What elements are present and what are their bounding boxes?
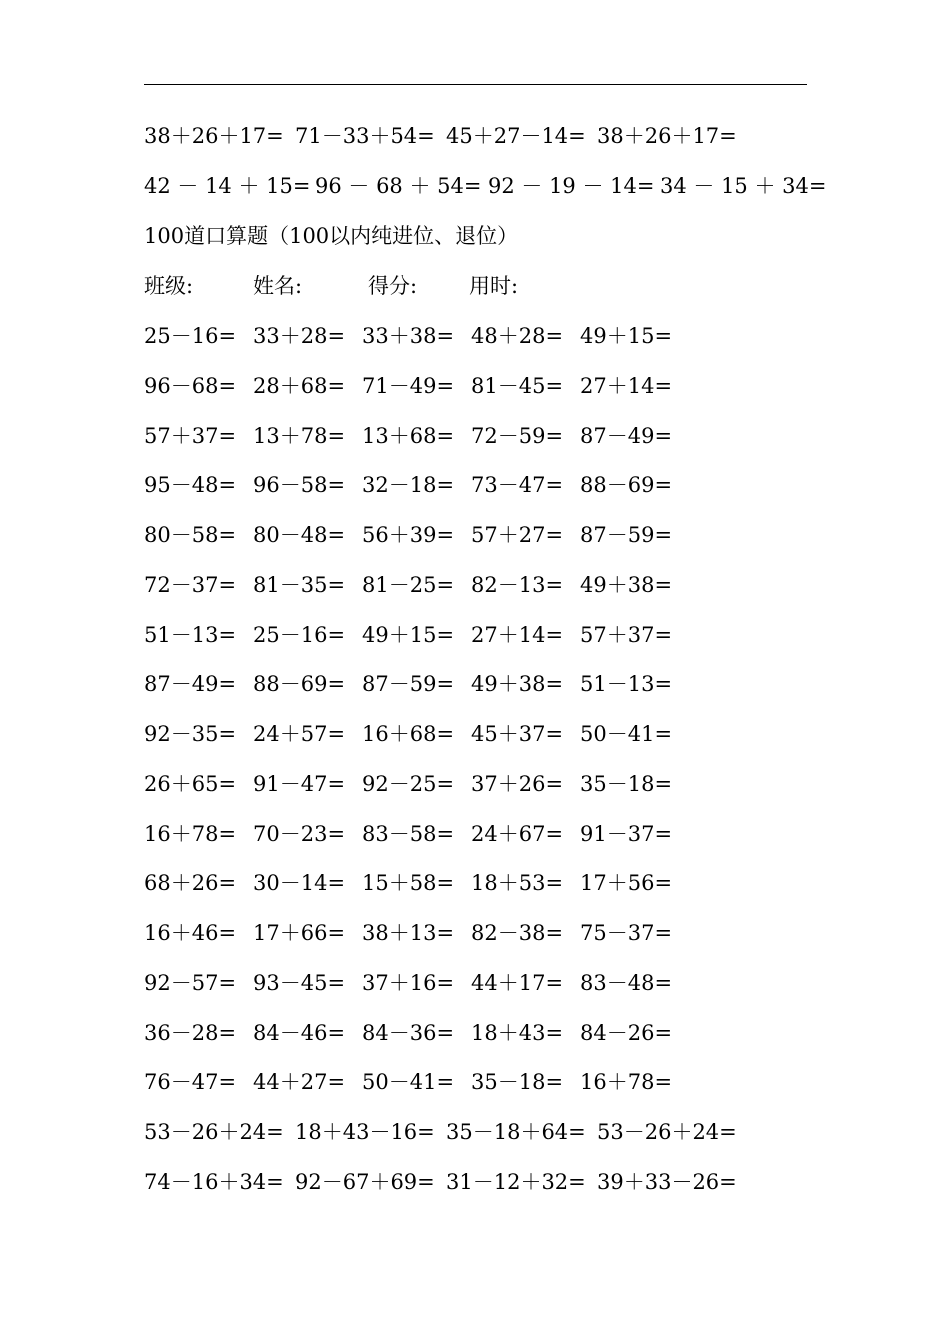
problem: 27＋14=	[580, 374, 673, 398]
problem: 50－41=	[580, 722, 673, 746]
problem: 81－25=	[362, 573, 455, 597]
problem: 57＋37=	[144, 424, 237, 448]
problem: 57＋37=	[580, 623, 673, 647]
score-label: 得分:	[368, 274, 418, 298]
problem: 70－23=	[253, 822, 346, 846]
problem: 53－26＋24=	[597, 1120, 737, 1144]
problem: 80－58=	[144, 523, 237, 547]
time-label: 用时:	[469, 274, 519, 298]
problem: 92－25=	[362, 772, 455, 796]
problem: 96 － 68 ＋ 54=	[315, 174, 482, 198]
problem: 83－58=	[362, 822, 455, 846]
problem: 75－37=	[580, 921, 673, 945]
problem: 72－59=	[471, 424, 564, 448]
problem: 57＋27=	[471, 523, 564, 547]
problem: 44＋17=	[471, 971, 564, 995]
problem: 24＋57=	[253, 722, 346, 746]
problem: 16＋78=	[580, 1070, 673, 1094]
problem: 15＋58=	[362, 871, 455, 895]
problem: 18＋43=	[471, 1021, 564, 1045]
problem: 96－68=	[144, 374, 237, 398]
problem: 45＋37=	[471, 722, 564, 746]
problem: 72－37=	[144, 573, 237, 597]
problem: 93－45=	[253, 971, 346, 995]
problem: 34 － 15 ＋ 34=	[660, 174, 827, 198]
problem: 18＋53=	[471, 871, 564, 895]
problem: 87－49=	[144, 672, 237, 696]
problem: 84－46=	[253, 1021, 346, 1045]
problem: 81－35=	[253, 573, 346, 597]
problem: 49＋15=	[580, 324, 673, 348]
problem: 33＋38=	[362, 324, 455, 348]
problem: 87－59=	[362, 672, 455, 696]
problem: 92－67＋69=	[295, 1170, 435, 1194]
problem: 44＋27=	[253, 1070, 346, 1094]
problem: 84－26=	[580, 1021, 673, 1045]
problem: 87－59=	[580, 523, 673, 547]
class-label: 班级:	[144, 274, 194, 298]
problem: 76－47=	[144, 1070, 237, 1094]
problem: 48＋28=	[471, 324, 564, 348]
problem: 71－33＋54=	[295, 124, 435, 148]
problem: 26＋65=	[144, 772, 237, 796]
problem: 84－36=	[362, 1021, 455, 1045]
problem: 49＋38=	[580, 573, 673, 597]
problem: 82－13=	[471, 573, 564, 597]
problem: 92 － 19 － 14=	[488, 174, 655, 198]
problem: 51－13=	[580, 672, 673, 696]
problem: 83－48=	[580, 971, 673, 995]
problem: 49＋15=	[362, 623, 455, 647]
problem: 37＋16=	[362, 971, 455, 995]
problem: 82－38=	[471, 921, 564, 945]
problem: 88－69=	[253, 672, 346, 696]
problem: 73－47=	[471, 473, 564, 497]
problem: 30－14=	[253, 871, 346, 895]
problem: 45＋27－14=	[446, 124, 586, 148]
problem: 95－48=	[144, 473, 237, 497]
problem: 25－16=	[253, 623, 346, 647]
problem: 35－18＋64=	[446, 1120, 586, 1144]
problem: 92－35=	[144, 722, 237, 746]
problem: 81－45=	[471, 374, 564, 398]
problem: 27＋14=	[471, 623, 564, 647]
problem: 38＋26＋17=	[144, 124, 284, 148]
problem: 38＋26＋17=	[597, 124, 737, 148]
problem: 31－12＋32=	[446, 1170, 586, 1194]
problem: 42 － 14 ＋ 15=	[144, 174, 311, 198]
problem: 13＋78=	[253, 424, 346, 448]
problem: 68＋26=	[144, 871, 237, 895]
problem: 80－48=	[253, 523, 346, 547]
problem: 17＋66=	[253, 921, 346, 945]
header-fields	[144, 271, 844, 301]
problem: 13＋68=	[362, 424, 455, 448]
problem: 96－58=	[253, 473, 346, 497]
problem: 33＋28=	[253, 324, 346, 348]
problem: 49＋38=	[471, 672, 564, 696]
problem: 25－16=	[144, 324, 237, 348]
problem: 17＋56=	[580, 871, 673, 895]
problem: 53－26＋24=	[144, 1120, 284, 1144]
problem: 51－13=	[144, 623, 237, 647]
problem: 38＋13=	[362, 921, 455, 945]
problem: 91－37=	[580, 822, 673, 846]
problem: 71－49=	[362, 374, 455, 398]
problem: 18＋43－16=	[295, 1120, 435, 1144]
worksheet-title: 100道口算题（100以内纯进位、退位）	[144, 224, 519, 248]
problem: 56＋39=	[362, 523, 455, 547]
problem: 16＋68=	[362, 722, 455, 746]
problem: 37＋26=	[471, 772, 564, 796]
name-label: 姓名:	[253, 274, 303, 298]
problem: 87－49=	[580, 424, 673, 448]
problem: 32－18=	[362, 473, 455, 497]
problem: 24＋67=	[471, 822, 564, 846]
problem: 50－41=	[362, 1070, 455, 1094]
problem: 92－57=	[144, 971, 237, 995]
problem: 16＋46=	[144, 921, 237, 945]
problem: 39＋33－26=	[597, 1170, 737, 1194]
problem: 74－16＋34=	[144, 1170, 284, 1194]
problem: 35－18=	[471, 1070, 564, 1094]
problem: 88－69=	[580, 473, 673, 497]
header-rule	[144, 84, 807, 85]
problem: 35－18=	[580, 772, 673, 796]
problem: 16＋78=	[144, 822, 237, 846]
problem: 36－28=	[144, 1021, 237, 1045]
problem: 91－47=	[253, 772, 346, 796]
problem: 28＋68=	[253, 374, 346, 398]
